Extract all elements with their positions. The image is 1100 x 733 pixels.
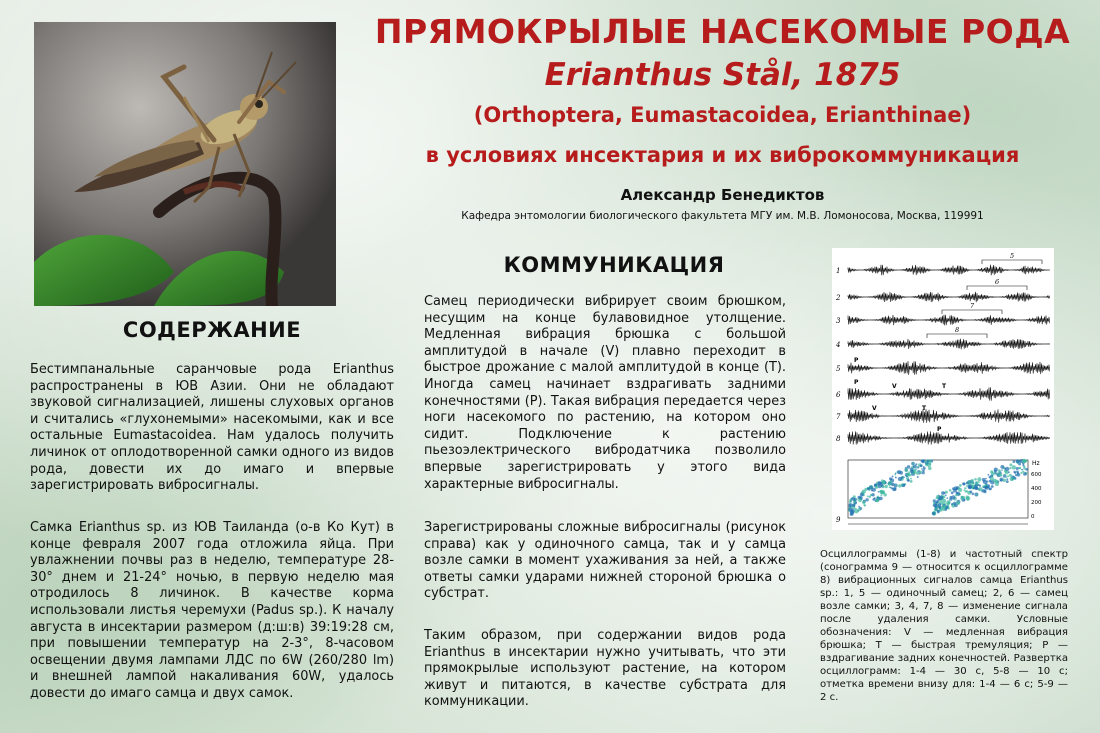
sonogram-point (995, 480, 999, 484)
sonogram-point (953, 489, 957, 493)
bracket-label: 7 (970, 302, 975, 310)
trace-number: 9 (836, 516, 841, 524)
sonogram-point (1025, 468, 1028, 471)
sonogram-point (1006, 480, 1009, 483)
sonogram-point (934, 502, 937, 505)
sonogram-point (862, 490, 866, 494)
axis-tick-label: 0 (1031, 514, 1035, 520)
sonogram-point (994, 468, 998, 472)
oscillogram-trace (848, 361, 1050, 375)
sonogram-point (1016, 467, 1019, 470)
sonogram-point (923, 466, 925, 468)
author-name: Александр Бенедиктов (620, 186, 825, 204)
trace-number: 1 (836, 267, 841, 275)
content-paragraph-2: Самка Erianthus sp. из ЮВ Таиланда (о-в Ко Кут) в конце февраля 2007 года отложила яйца. При увлажнении почвы раз в неделю, температуре 28-30° днем и 21-24° ночью, в первую неделю мая отродилось 8 личинок. В качестве корма использовали листья черемухи (Padus sp.). К началу августа в инсектарии размером (д:ш:в) 39:19:28 см, при повышении температур на 2-3°, 8-часовом освещении двумя лампами ЛДС по 6W (260/280 lm) и внешней лампой накаливания 60W, удалось довести до имаго самца и двух самок. (30, 520, 394, 701)
communication-paragraph-2: Зарегистрированы сложные вибросигналы (рисунок справа) как у одиночного самца, так и у самца возле самки в момент ухаживания за ней, а также ответы самки ударами нижней стороной брюшка о субстрат. (424, 520, 786, 602)
axis-unit: Hz (1032, 460, 1040, 467)
sonogram-point (949, 489, 952, 492)
sonogram-point (874, 497, 876, 499)
sonogram-point (998, 473, 1002, 477)
sonogram-point (889, 486, 891, 488)
sonogram-point (929, 459, 932, 462)
sonogram-point (989, 487, 992, 490)
sonogram-point (888, 482, 891, 485)
sonogram-point (962, 482, 965, 485)
sonogram-point (977, 477, 981, 481)
sonogram-point (862, 501, 865, 504)
sonogram-point (901, 484, 903, 486)
sonogram-point (973, 487, 975, 489)
poster-title-line1: ПРЯМОКРЫЛЫЕ НАСЕКОМЫЕ РОДА (374, 12, 1071, 51)
sonogram-point (961, 496, 963, 498)
sonogram-point (964, 489, 966, 491)
sonogram-point (966, 496, 969, 499)
sonogram-point (875, 485, 879, 489)
trace-bracket (967, 286, 1027, 290)
sonogram-point (869, 489, 871, 491)
sonogram-point (985, 478, 987, 480)
sonogram-point (906, 473, 910, 477)
sonogram-point (907, 479, 909, 481)
sonogram-point (912, 463, 914, 465)
sonogram-point (1007, 475, 1009, 477)
sonogram-point (892, 476, 894, 478)
sonogram-point (1000, 465, 1004, 469)
sonogram-point (884, 493, 887, 496)
sonogram-point (898, 484, 901, 487)
bracket-label: 6 (995, 278, 1000, 286)
sonogram-point (1001, 469, 1003, 471)
sonogram-point (937, 510, 940, 513)
section-heading-content: СОДЕРЖАНИЕ (122, 318, 302, 342)
sonogram-point (951, 491, 954, 494)
sonogram-point (863, 504, 865, 506)
trace-number: 6 (836, 391, 841, 399)
trace-number: 3 (836, 317, 841, 325)
sonogram-point (922, 459, 926, 463)
oscillogram-trace (848, 339, 1050, 350)
sonogram-point (968, 485, 972, 489)
sonogram-point (897, 470, 901, 474)
oscillogram-chart (832, 248, 1054, 530)
sonogram-point (1000, 479, 1002, 481)
section-heading-communication: КОММУНИКАЦИЯ (503, 253, 725, 277)
bracket-label: 8 (955, 326, 960, 334)
sonogram-point (849, 503, 853, 507)
sonogram-point (871, 493, 874, 496)
sonogram-point (867, 495, 869, 497)
oscillogram-trace (848, 387, 1050, 400)
communication-paragraph-1: Самец периодически вибрирует своим брюшком, несущим на конце булавовидное утолщение. Медленная вибрация брюшка с большой амплитудой в начале (V) плавно переходит в быстрое дрожание с малой амплитудой в конце (T). Иногда самец начинает вздрагивать задними конечностями (P). Такая вибрация передается через ноги насекомого по растению, на котором оно сидит. Подключение к растению пьезоэлектрического вибродатчика позволило впервые зарегистрировать у этого вида характерные вибросигналы. (424, 294, 786, 492)
trace-bracket (942, 310, 1002, 314)
trace-number: 8 (836, 435, 841, 443)
sonogram-point (941, 491, 945, 495)
oscillogram-trace (848, 292, 1050, 302)
sonogram-point (1009, 467, 1011, 469)
grasshopper-on-twig-photo (34, 22, 336, 306)
trace-number: 7 (836, 413, 841, 421)
sonogram-point (894, 474, 896, 476)
trace-bracket (982, 260, 1042, 264)
sonogram-point (928, 467, 932, 471)
trace-bracket (927, 334, 987, 338)
sonogram-point (905, 468, 909, 472)
sonogram-point (990, 470, 993, 473)
sonogram-point (934, 508, 937, 511)
sonogram-point (1015, 474, 1017, 476)
oscillogram-trace (848, 265, 1050, 276)
sonogram-point (974, 478, 977, 481)
sonogram-point (908, 471, 910, 473)
sonogram-point (936, 495, 939, 498)
trace-number: 2 (836, 294, 841, 302)
sonogram-point (975, 486, 979, 490)
oscillogram-trace (848, 409, 1050, 423)
sonogram-point (978, 487, 982, 491)
sonogram-point (1017, 472, 1019, 474)
signal-mark: V (892, 383, 897, 390)
insect-photo (34, 22, 336, 306)
sonogram-point (989, 476, 992, 479)
sonogram-point (891, 487, 893, 489)
axis-tick-label: 200 (1031, 500, 1042, 506)
axis-tick-label: 600 (1031, 472, 1042, 478)
sonogram-point (853, 495, 856, 498)
sonogram-point (955, 494, 958, 497)
sonogram-point (929, 463, 931, 465)
signal-mark: T (942, 383, 947, 390)
sonogram-point (921, 468, 923, 470)
sonogram-point (1023, 466, 1025, 468)
sonogram-point (879, 490, 882, 493)
sonogram-point (885, 485, 888, 488)
bracket-label: 5 (1010, 252, 1015, 260)
sonogram-point (878, 491, 880, 493)
sonogram-point (882, 491, 885, 494)
sonogram-point (985, 483, 987, 485)
sonogram-point (849, 508, 853, 512)
sonogram-point (1006, 478, 1008, 480)
axis-tick-label: 400 (1031, 486, 1042, 492)
signal-mark: P (937, 426, 942, 433)
sonogram-point (893, 488, 896, 491)
sonogram-point (966, 485, 968, 487)
oscillogram-trace (848, 431, 1050, 444)
sonogram-point (917, 476, 919, 478)
sonogram-point (876, 498, 879, 501)
oscillogram-figure (832, 248, 1054, 530)
author-affiliation: Кафедра энтомологии биологического факультета МГУ им. М.В. Ломоносова, Москва, 119991 (461, 210, 984, 222)
sonogram-point (1004, 474, 1006, 476)
sonogram-point (1010, 477, 1014, 481)
sonogram-point (956, 501, 960, 505)
oscillogram-trace (848, 315, 1050, 326)
sonogram-point (1009, 463, 1012, 466)
sonogram-point (907, 465, 911, 469)
sonogram-point (882, 480, 885, 483)
sonogram-point (970, 490, 973, 493)
sonogram-point (853, 498, 856, 501)
sonogram-point (1021, 469, 1023, 471)
figure-caption: Осциллограммы (1-8) и частотный спектр (сонограмма 9 — относится к осциллограмме 8) вибрационных сигналов самца Erianthus sp.: 1, 5 — одиночный самец; 2, 6 — самец возле самки; 3, 4, 7, 8 — изменение сигнала после удаления самки. Условные обозначения: V — медленная вибрация брюшка; T — быстрая тремуляция; P — вздрагивание задних конечностей. Развертка осциллограмм: 1-4 — 30 с, 5-8 — 10 с; отметка времени внизу для: 1-4 — 6 с; 5-9 — 2 с. (820, 549, 1068, 703)
signal-mark: P (854, 379, 859, 386)
sonogram-point (895, 477, 897, 479)
sonogram-point (858, 508, 861, 511)
sonogram-point (922, 469, 925, 472)
sonogram-point (964, 487, 966, 489)
sonogram-point (1005, 467, 1009, 471)
sonogram-point (979, 485, 981, 487)
sonogram-point (915, 463, 917, 465)
sonogram-point (985, 486, 988, 489)
trace-number: 4 (836, 341, 841, 349)
sonogram-point (948, 501, 951, 504)
sonogram-point (858, 498, 862, 502)
sonogram-point (895, 484, 897, 486)
content-paragraph-1: Бестимпанальные саранчовые рода Erianthus распространены в ЮВ Азии. Они не обладают звуковой сигнализацией, лишены слуховых органов и считались «глухонемыми» насекомыми, как и все остальные Eumastacoidea. Нам удалось получить личинок от оплодотворенной самки одного из видов рода, довести их до имаго и впервые зарегистрировать вибросигналы. (30, 362, 394, 494)
sonogram-point (1022, 471, 1024, 473)
signal-mark: P (854, 357, 859, 364)
sonogram-point (910, 480, 913, 483)
sonogram-point (1003, 479, 1006, 482)
sonogram-point (925, 463, 928, 466)
sonogram-point (882, 486, 885, 489)
sonogram-point (879, 482, 882, 485)
poster-title-line4: в условиях инсектария и их виброкоммуникация (425, 143, 1020, 167)
sonogram-point (984, 489, 987, 492)
sonogram-point (849, 499, 851, 501)
sonogram-point (943, 499, 946, 502)
sonogram-point (910, 478, 912, 480)
sonogram-point (1006, 476, 1008, 478)
communication-paragraph-3: Таким образом, при содержании видов рода Erianthus в инсектарии нужно учитывать, что эти прямокрылые используют растение, на котором живут и питаются, в качестве субстрата для коммуникации. (424, 628, 786, 710)
sonogram-point (1008, 471, 1010, 473)
trace-number: 5 (836, 365, 841, 373)
sonogram-point (988, 474, 990, 476)
sonogram-point (998, 469, 1001, 472)
signal-mark: T (922, 405, 927, 412)
sonogram-point (916, 471, 920, 475)
sonogram-point (948, 507, 950, 509)
sonogram-point (932, 512, 936, 516)
sonogram-point (938, 503, 941, 506)
signal-mark: V (872, 405, 877, 412)
sonogram-point (958, 488, 962, 492)
sonogram-point (865, 498, 868, 501)
sonogram-point (949, 498, 952, 501)
sonogram-point (972, 493, 975, 496)
sonogram-point (976, 494, 978, 496)
sonogram-point (959, 484, 962, 487)
poster-title-line2: Erianthus Stål, 1875 (544, 57, 901, 93)
sonogram-point (945, 494, 947, 496)
sonogram-point (945, 491, 948, 494)
sonogram-point (942, 505, 946, 509)
sonogram-point (946, 497, 948, 499)
sonogram-point (1013, 471, 1016, 474)
sonogram-point (991, 485, 994, 488)
sonogram-point (1022, 459, 1026, 463)
sonogram-point (971, 479, 974, 482)
sonogram-point (920, 464, 923, 467)
sonogram-point (871, 489, 873, 491)
sonogram-point (910, 468, 914, 472)
sonogram-point (914, 472, 916, 474)
sonogram-point (1012, 465, 1016, 469)
sonogram-point (939, 496, 943, 500)
sonogram-point (920, 471, 923, 474)
poster-title-line3: (Orthoptera, Eumastacoidea, Erianthinae) (473, 103, 972, 127)
sonogram-point (898, 477, 902, 481)
sonogram-point (989, 480, 992, 483)
sonogram-point (880, 494, 882, 496)
sonogram-point (1013, 460, 1016, 463)
sonogram-point (1016, 459, 1020, 463)
